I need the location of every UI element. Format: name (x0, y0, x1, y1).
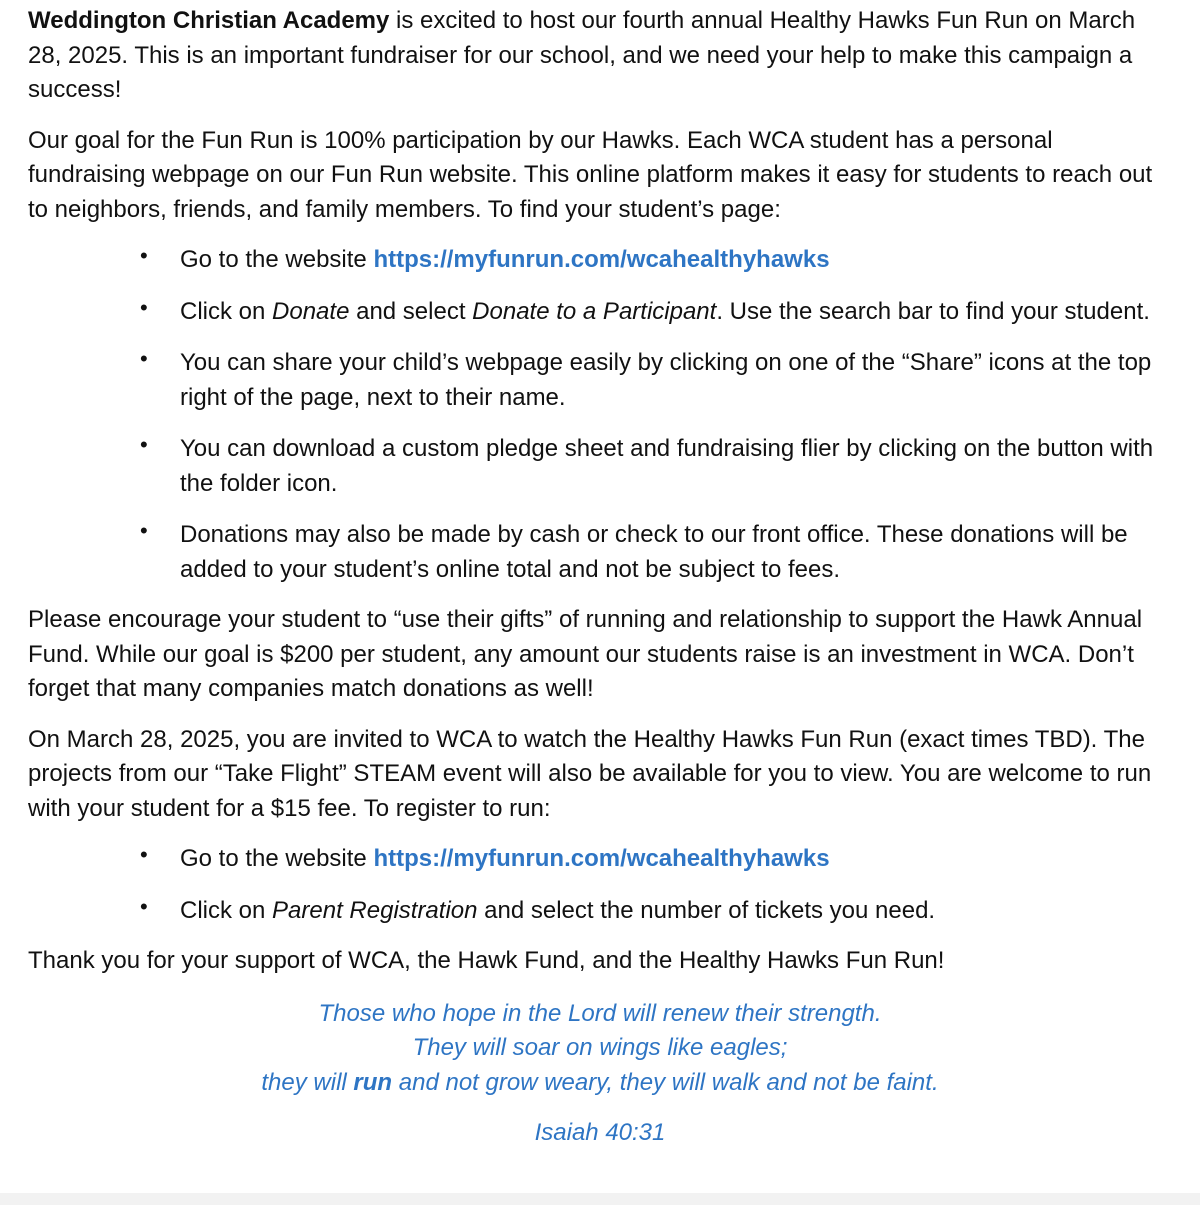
find-page-list (28, 243, 1172, 587)
bottom-divider (0, 1193, 1200, 1205)
thanks-paragraph: Thank you for your support of WCA, the Hawk Fund, and the Healthy Hawks Fun Run! (28, 947, 945, 974)
verse-reference: Isaiah 40:31 (534, 1119, 666, 1146)
bullet-icon: • (140, 432, 148, 457)
verse-line: They will soar on wings like eagles; (412, 1034, 788, 1061)
bullet-icon: • (140, 518, 148, 543)
list-item: • You can download a custom pledge sheet and fundraising flier by clicking on the button with the folder icon. (28, 432, 1172, 501)
list-item: • Click on Donate and select Donate to a Participant. Use the search bar to find your student. (28, 295, 1172, 330)
register-list (28, 842, 1172, 928)
funrun-link[interactable]: https://myfunrun.com/wcahealthyhawks (373, 845, 830, 872)
intro-text: is excited to host our fourth annual Healthy Hawks Fun Run on March 28, 2025. This is an important fundraiser for our school, and we need your help to make this campaign a success! (28, 7, 1136, 103)
funrun-link[interactable]: https://myfunrun.com/wcahealthyhawks (373, 246, 830, 273)
bullet-icon: • (140, 842, 148, 867)
verse-line: they will run and not grow weary, they will walk and not be faint. (261, 1068, 939, 1096)
bullet-icon: • (140, 346, 148, 371)
encourage-paragraph: Please encourage your student to “use their gifts” of running and relationship to support the Hawk Annual Fund. While our goal is $200 per student, any amount our students raise is an investment in WCA. Don’t forget that many companies match donations as well! (28, 606, 1143, 702)
intro-paragraph (28, 4, 1172, 108)
list-item: • Click on Parent Registration and select the number of tickets you need. (28, 894, 1172, 929)
event-paragraph: On March 28, 2025, you are invited to WCA to watch the Healthy Hawks Fun Run (exact times TBD). The projects from our “Take Flight” STEAM event will also be available for you to view. You are welcome to run with your student for a $15 fee. To register to run: (28, 725, 1152, 822)
goal-paragraph: Our goal for the Fun Run is 100% participation by our Hawks. Each WCA student has a personal fundraising webpage on our Fun Run website. This online platform makes it easy for students to reach out to neighbors, friends, and family members. To find your student’s page: (28, 126, 1153, 223)
bible-verse (28, 997, 1172, 1151)
list-item: • You can share your child’s webpage easily by clicking on one of the “Share” icons at the top right of the page, next to their name. (28, 346, 1172, 415)
bullet-icon: • (140, 243, 148, 268)
list-item: • Go to the website https://myfunrun.com/wcahealthyhawks (28, 243, 1172, 278)
list-item: • Go to the website https://myfunrun.com/wcahealthyhawks (28, 842, 1172, 877)
org-name: Weddington Christian Academy (28, 7, 390, 34)
verse-line: Those who hope in the Lord will renew their strength. (318, 999, 882, 1027)
bullet-icon: • (140, 893, 148, 919)
bullet-icon: • (140, 294, 148, 320)
list-item: • Donations may also be made by cash or check to our front office. These donations will be added to your student’s online total and not be subject to fees. (28, 518, 1172, 587)
